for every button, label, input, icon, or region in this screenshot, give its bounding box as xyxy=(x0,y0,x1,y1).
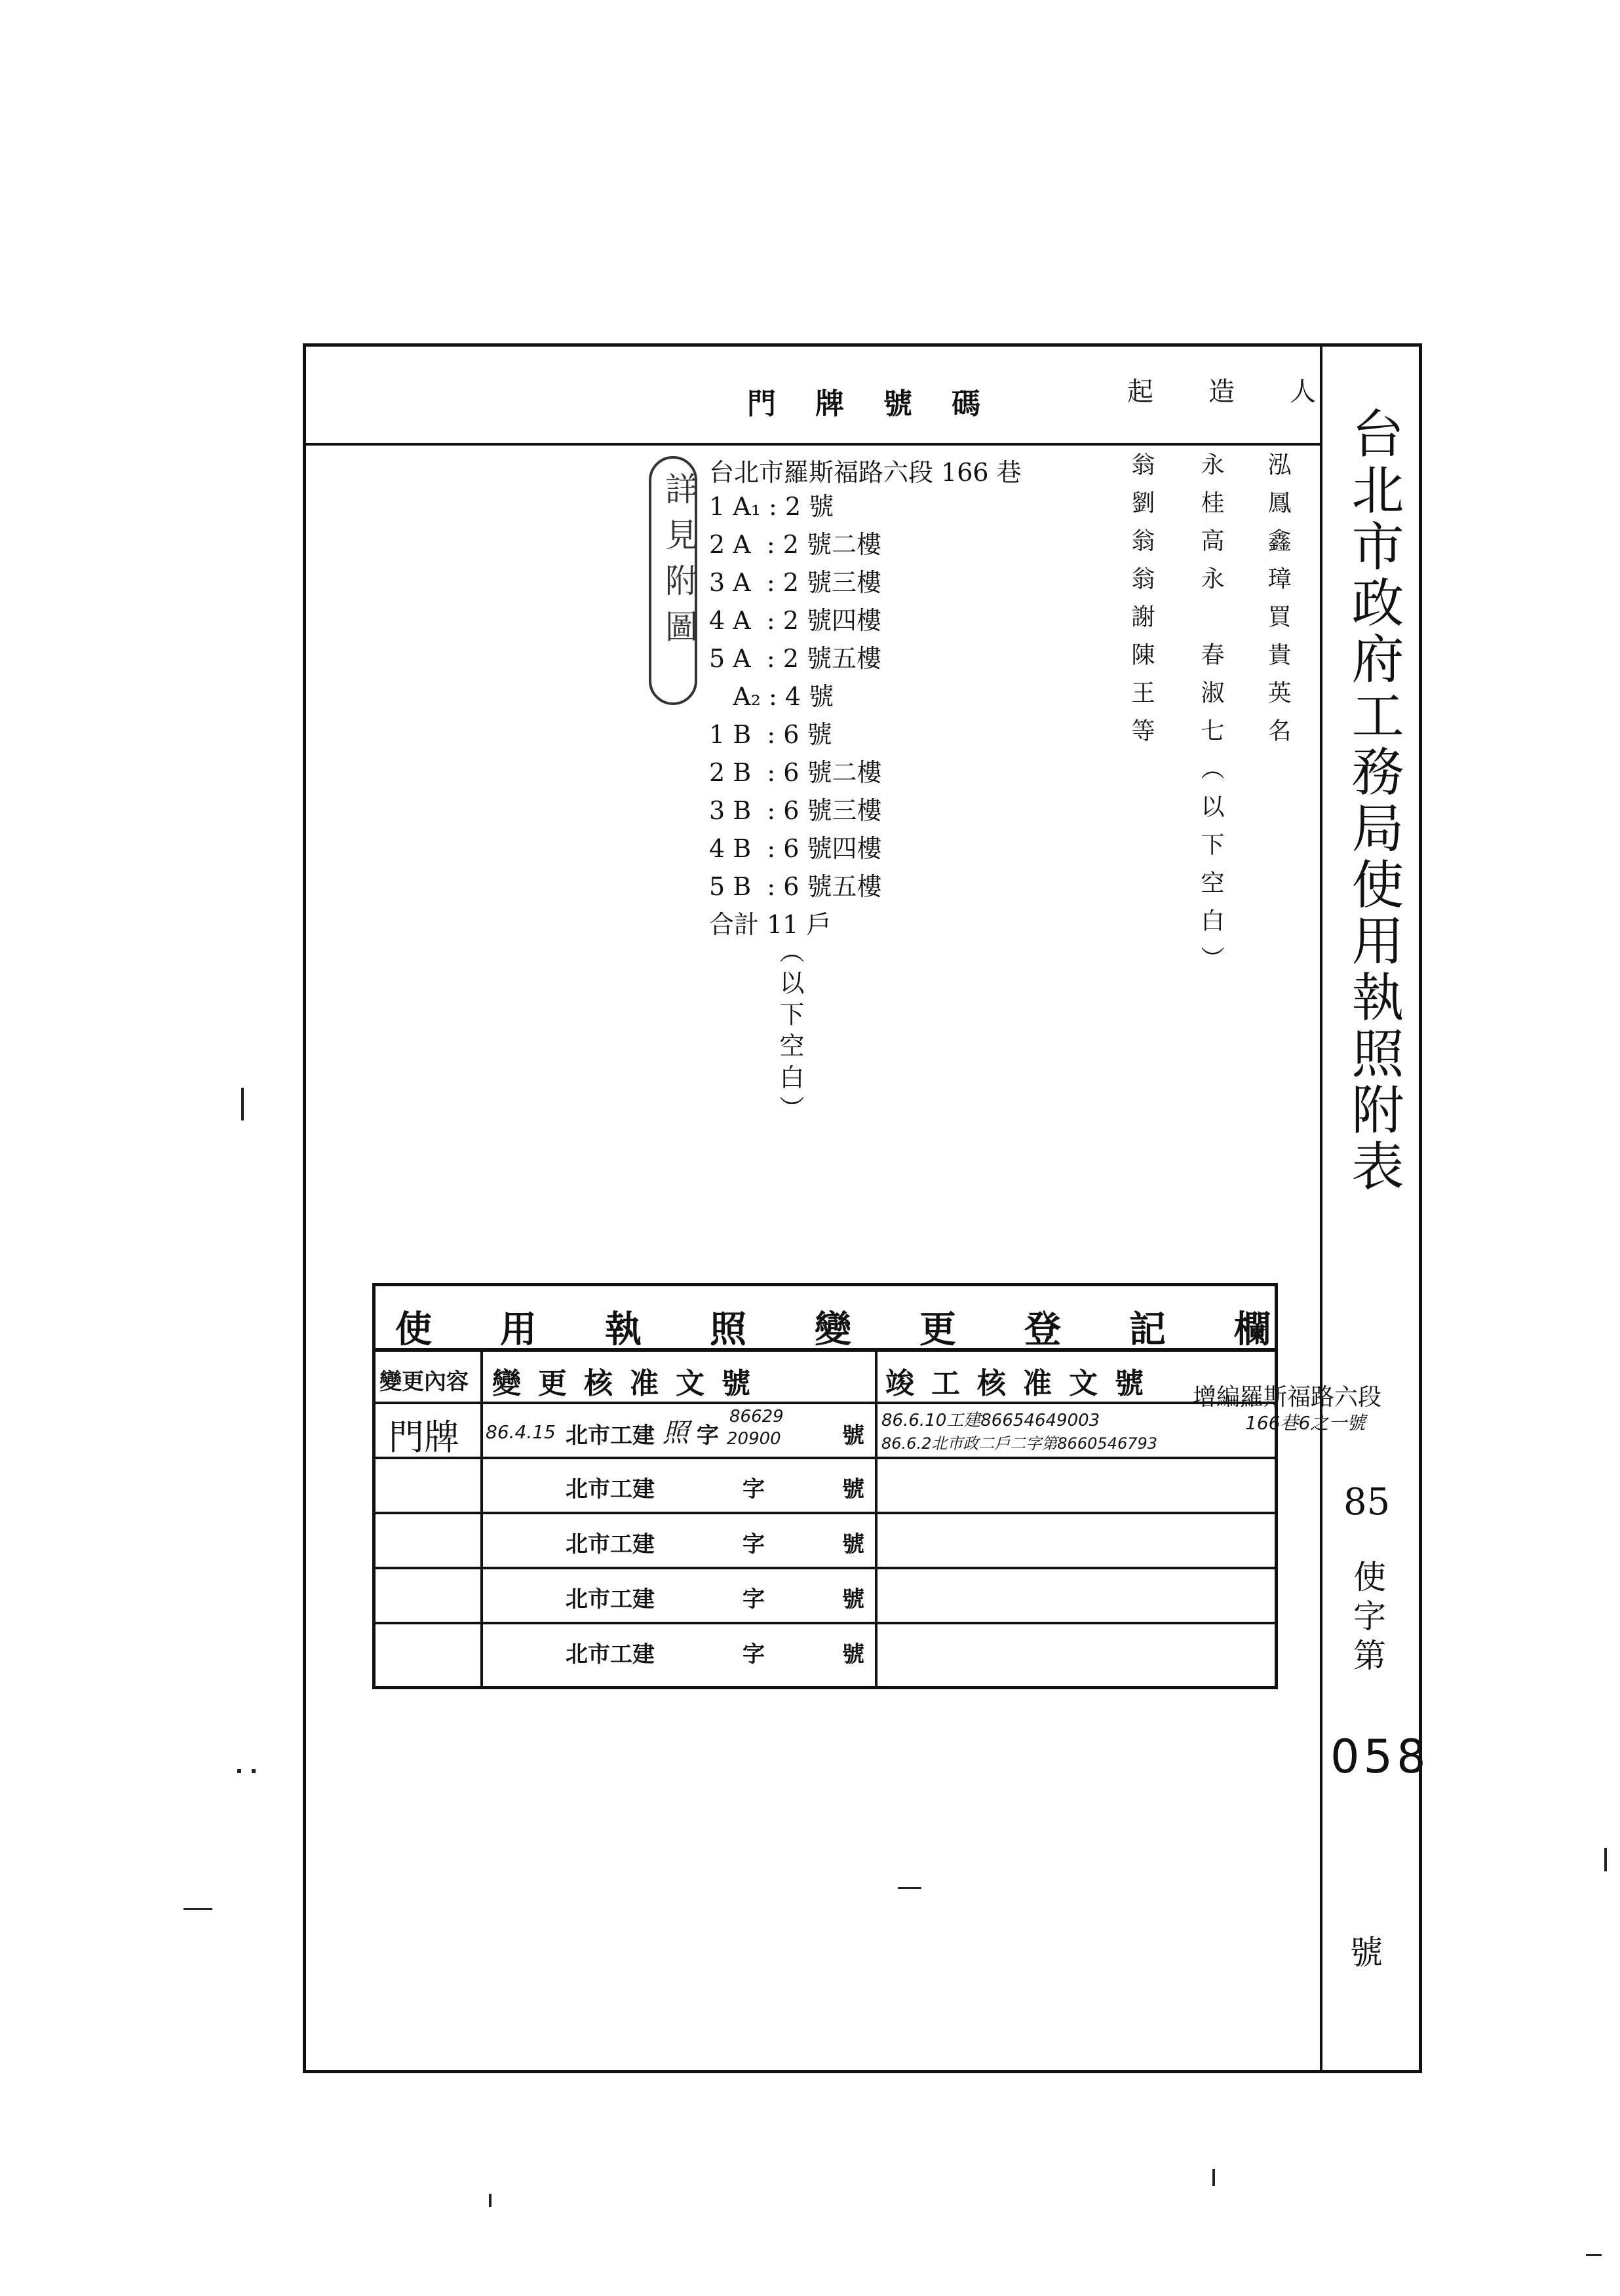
row4-prefix: 北市工建 xyxy=(566,1586,655,1613)
row1-zi: 字 xyxy=(697,1423,719,1449)
row1-hao: 號 xyxy=(842,1423,864,1449)
scan-mark xyxy=(1586,2254,1602,2256)
row5-hao: 號 xyxy=(842,1641,864,1668)
builder-column-1: 泓鳳鑫璋買貴英名 xyxy=(1264,452,1291,756)
row1-prefix: 北市工建 xyxy=(566,1423,655,1449)
permit-prefix: 使字第 xyxy=(1348,1559,1386,1677)
builder-column-2: 永桂高永 春淑七︵以下空白︶ xyxy=(1197,452,1224,984)
row1-num-bottom: 20900 xyxy=(727,1429,781,1449)
row-divider xyxy=(376,1512,1275,1514)
header-divider xyxy=(303,443,1321,446)
address-line: A₂ : 4 號 xyxy=(709,682,834,711)
address-line: 5 B : 6 號五樓 xyxy=(709,872,882,901)
permit-number: 058 xyxy=(1330,1730,1430,1784)
form-title: 台北市政府工務局使用執照附表 xyxy=(1343,406,1404,1195)
row3-prefix: 北市工建 xyxy=(566,1531,655,1558)
address-list xyxy=(709,488,881,944)
address-line: 5 A : 2 號五樓 xyxy=(709,644,881,673)
header-change-approval: 變更核准文號 xyxy=(492,1367,767,1400)
register-title-row xyxy=(372,1283,1339,1351)
address-blank-note: ︵以下空白︶ xyxy=(775,938,804,1127)
row4-zi: 字 xyxy=(742,1586,765,1613)
scan-mark xyxy=(489,2194,492,2207)
row-divider xyxy=(376,1622,1275,1624)
handwritten-note-line2: 166巷6之一號 xyxy=(1245,1412,1366,1434)
row3-zi: 字 xyxy=(742,1531,765,1558)
scan-mark xyxy=(252,1769,256,1773)
header-completion-approval: 竣工核准文號 xyxy=(885,1367,1161,1400)
register-grid xyxy=(372,1349,1278,1689)
row2-hao: 號 xyxy=(842,1476,864,1502)
scan-mark xyxy=(237,1769,241,1773)
side-divider xyxy=(1320,343,1322,2073)
address-line: 3 A : 2 號三樓 xyxy=(709,568,881,597)
permit-year: 85 xyxy=(1343,1481,1391,1523)
address-line: 1 A₁ : 2 號 xyxy=(709,492,834,521)
builder-header: 起造人 xyxy=(1127,377,1371,407)
row1-complete-line2: 86.6.2北市政二戶二字第8660546793 xyxy=(881,1434,1158,1453)
address-title: 台北市羅斯福路六段 166 巷 xyxy=(709,458,1022,487)
row3-hao: 號 xyxy=(842,1531,864,1558)
row5-zi: 字 xyxy=(742,1641,765,1668)
scan-mark xyxy=(1212,2169,1215,2186)
scan-mark xyxy=(1604,1848,1607,1871)
row-divider xyxy=(376,1567,1275,1569)
row2-prefix: 北市工建 xyxy=(566,1476,655,1502)
address-total: 合計 11 戶 xyxy=(709,910,832,939)
stamp-text: 詳見附圖 xyxy=(660,472,698,655)
permit-suffix: 號 xyxy=(1350,1934,1383,1972)
header-change-content: 變更內容 xyxy=(379,1369,469,1395)
address-line: 2 B : 6 號二樓 xyxy=(709,758,882,787)
row1-zhao: 照 xyxy=(663,1418,689,1448)
door-number-header: 門牌號碼 xyxy=(747,387,1020,421)
row1-num-top: 86629 xyxy=(729,1407,784,1426)
address-line: 4 B : 6 號四樓 xyxy=(709,834,882,863)
scan-mark xyxy=(241,1088,244,1120)
row-divider xyxy=(376,1457,1275,1459)
address-line: 4 A : 2 號四樓 xyxy=(709,606,881,635)
row5-prefix: 北市工建 xyxy=(566,1641,655,1668)
address-line: 1 B : 6 號 xyxy=(709,720,832,749)
row1-content: 門牌 xyxy=(389,1417,459,1458)
address-line: 2 A : 2 號二樓 xyxy=(709,530,881,559)
register-title: 使用執照變更登記欄 xyxy=(395,1308,1339,1351)
row4-hao: 號 xyxy=(842,1586,864,1613)
handwritten-note-line1: 增編羅斯福路六段 xyxy=(1193,1384,1382,1411)
scan-mark xyxy=(183,1908,212,1910)
builder-column-3: 翁劉翁翁謝陳王等 xyxy=(1128,452,1155,756)
row1-date: 86.4.15 xyxy=(486,1421,556,1443)
scan-mark xyxy=(898,1887,921,1889)
row-divider xyxy=(376,1402,1275,1404)
row2-zi: 字 xyxy=(742,1476,765,1502)
address-line: 3 B : 6 號三樓 xyxy=(709,796,882,825)
row1-complete-line1: 86.6.10工建86654649003 xyxy=(881,1411,1100,1430)
